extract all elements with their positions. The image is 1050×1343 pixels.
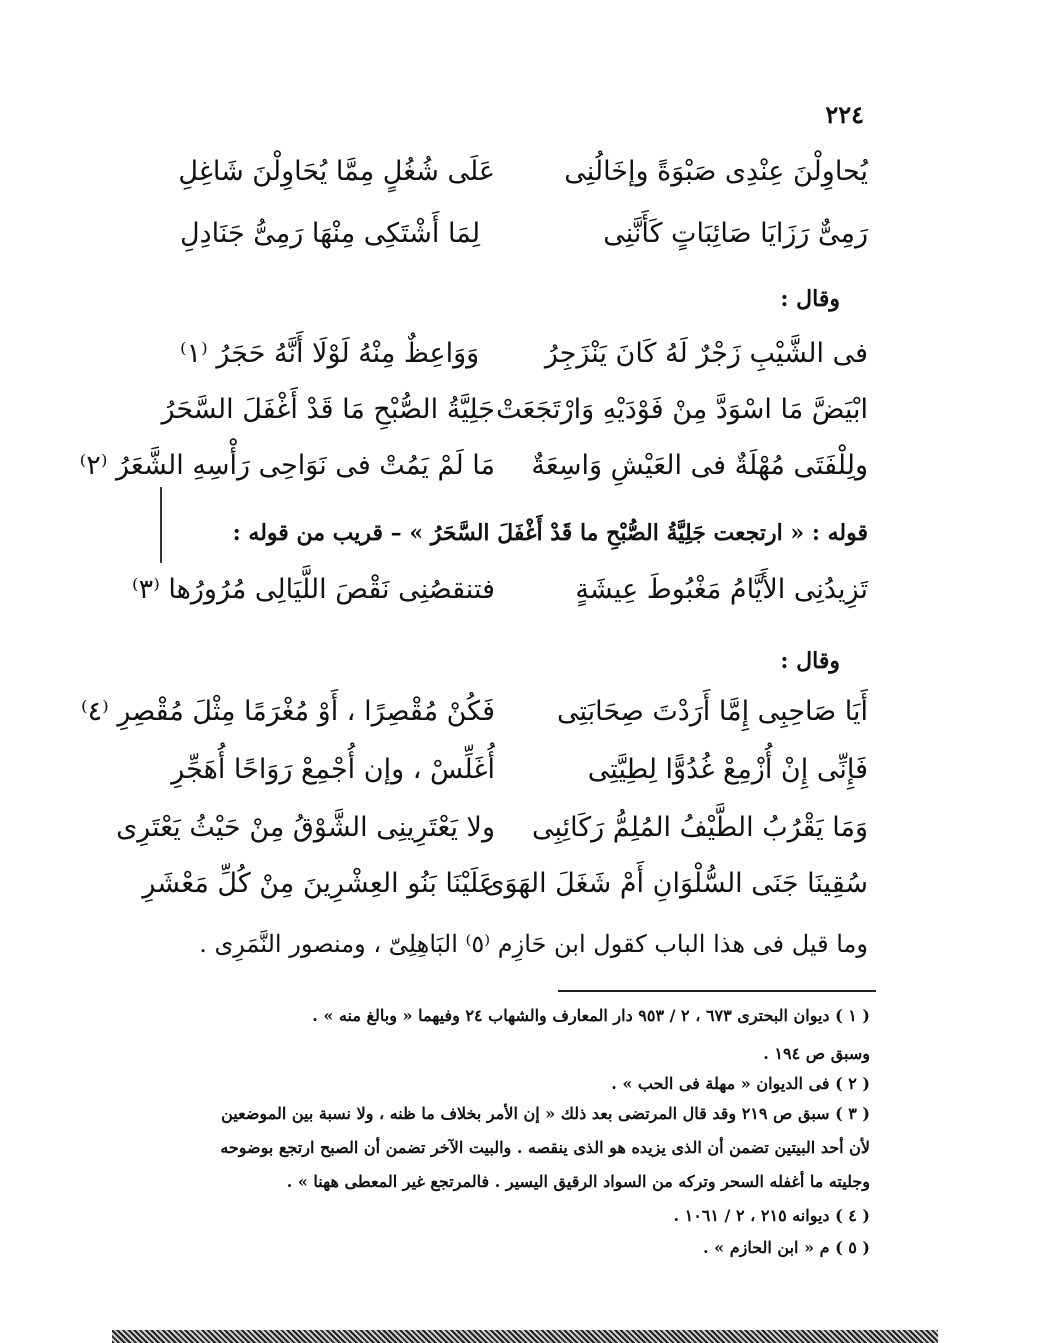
verse-second-hemistich: وَوَاعِظٌ مِنْهُ لَوْلَا أَنَّهُ حَجَرُ ⁽١⁾ (180, 338, 480, 369)
verse-line (171, 746, 868, 794)
verse-line (81, 688, 868, 736)
footnote-line: ( ٢ ) فى الديوان « مهلة فى الحب » . (611, 1074, 870, 1093)
verse-first-hemistich: فى الشَّيْبِ زَجْرٌ لَهُ كَانَ يَنْزَجِرُ (544, 338, 868, 369)
scan-edge-band (112, 1330, 938, 1343)
verse-line (142, 860, 868, 908)
verse-second-hemistich: أُغَلِّسْ ، وإن أُجْمِعْ رَوَاحًا أُهَجِّرِ (171, 754, 495, 785)
verse-first-hemistich: تَزِيدُنِى الأَيَّامُ مَغْبُوطَ عِيشَةٍ (575, 574, 868, 605)
verse-second-hemistich: عَلَيْنَا بَنُو العِشْرِينَ مِنْ كُلِّ مَعْشَرِ (142, 868, 495, 899)
verse-first-hemistich: ابْيَضَّ مَا اسْوَدَّ مِنْ فَوْدَيْهِ وَارْتَجَعَتْ (496, 394, 868, 425)
page-number: ٢٢٤ (825, 100, 864, 129)
commentary-text: قوله : « ارتجعت جَلِيَّةُ الصُّبْحِ ما قَدْ أَغْفَلَ السَّحَرُ » – قريب من قوله : (232, 520, 868, 546)
verse-line (132, 566, 868, 614)
verse-line (116, 804, 868, 852)
verse-second-hemistich: لِمَا أَشْتَكِى مِنْهَا رَمِىُّ جَنَادِلِ (180, 218, 481, 249)
margin-mark (160, 487, 162, 563)
verse-first-hemistich: سُقِينَا جَنَى السُّلْوَانِ أَمْ شَغَلَ الهَوَى (483, 868, 868, 899)
section-heading-qala: وقال : (780, 286, 840, 312)
verse-second-hemistich: عَلَى شُغُلٍ مِمَّا يُحَاوِلْنَ شَاغِلِ (178, 156, 495, 187)
verse-line (180, 148, 868, 196)
footnote-line: لأن أحد البيتين تضمن أن الذى يزيده هو الذى ينقصه . والبيت الآخر تضمن أن الصبح ارتجع بوضوحه (220, 1138, 870, 1157)
verse-first-hemistich: ولِلْفَتَى مُهْلَةٌ فى العَيْشِ وَاسِعَةٌ (531, 450, 868, 481)
verse-line (180, 210, 868, 258)
footnote-line: ( ٥ ) م « ابن الحازم » . (702, 1238, 870, 1257)
verse-first-hemistich: فَإِنِّى إِنْ أُزْمِعْ غُدُوًّا لِطِيَّتِى (587, 754, 868, 785)
closing-sentence: وما قيل فى هذا الباب كقول ابن حَازِم ⁽٥⁾ البَاهِلِىّ ، ومنصور النَّمَرِى . (199, 930, 868, 958)
footnote-line: ( ٤ ) ديوانه ٢١٥ ، ٢ / ١٠٦١ . (673, 1206, 870, 1225)
verse-first-hemistich: يُحاوِلْنَ عِنْدِى صَبْوَةً وإخَالُنِى (564, 156, 868, 187)
section-heading-qala: وقال : (780, 648, 840, 674)
verse-second-hemistich: فَكُنْ مُقْصِرًا ، أَوْ مُغْرَمًا مِثْلَ مُقْصِرِ ⁽٤⁾ (81, 696, 495, 727)
verse-second-hemistich: جَلِيَّةُ الصُّبْحِ مَا قَدْ أَغْفَلَ السَّحَرُ (161, 394, 495, 425)
verse-first-hemistich: وَمَا يَقْرُبُ الطَّيْفُ المُلِمُّ رَكَائِبِى (531, 812, 868, 843)
verse-second-hemistich: مَا لَمْ يَمُتْ فى نَوَاحِى رَأْسِهِ الشَّعَرُ ⁽٢⁾ (79, 450, 495, 481)
footnote-divider (558, 990, 876, 992)
verse-line (161, 386, 868, 434)
verse-second-hemistich: ولا يَعْتَرِينِى الشَّوْقُ مِنْ حَيْثُ يَعْتَرِى (116, 812, 495, 843)
footnote-line: وسبق ص ١٩٤ . (763, 1044, 870, 1063)
footnote-line: ( ٣ ) سبق ص ٢١٩ وقد قال المرتضى بعد ذلك « إن الأمر بخلاف ما ظنه ، ولا نسبة بين الموضعين (221, 1104, 870, 1123)
verse-first-hemistich: أَيَا صَاحِبِى إِمَّا أَرَدْتَ صِحَابَتِى (557, 696, 868, 727)
footnote-line: وجليته ما أغفله السحر وتركه من السواد الرقيق اليسير . فالمرتجع غير المعطى ههنا » . (286, 1172, 870, 1191)
verse-first-hemistich: رَمِىٌّ رَزَايَا صَائِبَاتٍ كَأَنَّنِى (603, 218, 868, 249)
footnote-line: ( ١ ) ديوان البحترى ٦٧٣ ، ٢ / ٩٥٣ دار المعارف والشهاب ٢٤ وفيهما « وبالغ منه » . (312, 1006, 870, 1025)
verse-second-hemistich: فتنقصُنِى نَقْصَ اللَّيَالِى مُرُورُها ⁽٣⁾ (132, 574, 495, 605)
verse-line (180, 330, 868, 378)
verse-line (79, 442, 868, 490)
